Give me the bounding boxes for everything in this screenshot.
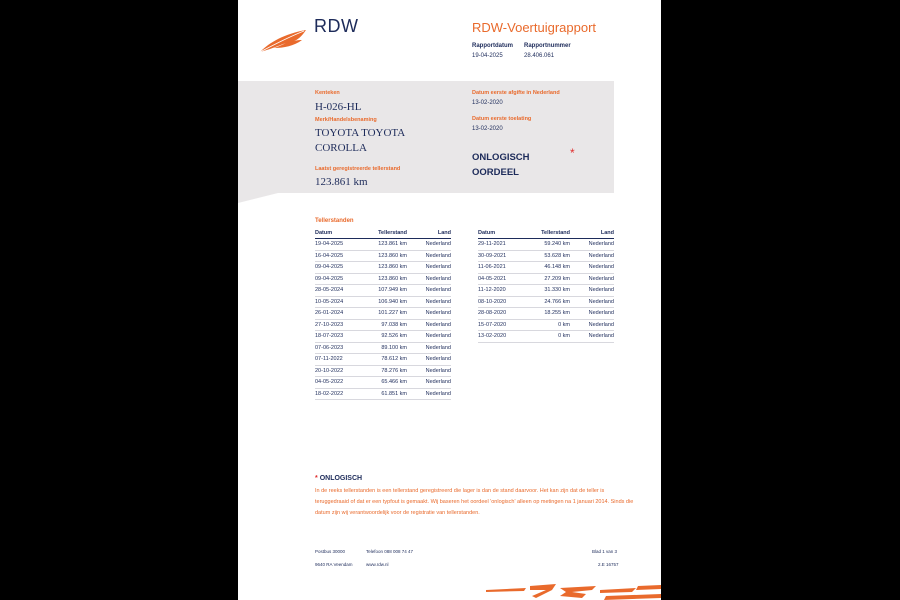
row-land: Nederland <box>407 354 451 366</box>
row-land: Nederland <box>407 342 451 354</box>
vehicle-summary-band <box>238 81 614 193</box>
tellerstand-label: Laatst geregistreerde tellerstand <box>315 166 401 172</box>
row-land: Nederland <box>570 331 614 343</box>
table-row <box>315 239 451 251</box>
report-date: 19-04-2025 <box>472 53 503 59</box>
row-tellerstand: 89.100 km <box>367 342 407 354</box>
tellerstand-value: 123.861 km <box>315 176 368 188</box>
table-row <box>315 273 451 285</box>
table-row <box>315 262 451 274</box>
row-datum: 07-11-2022 <box>315 354 367 366</box>
row-datum: 09-04-2025 <box>315 273 367 285</box>
row-datum: 27-10-2023 <box>315 319 367 331</box>
row-tellerstand: 59.240 km <box>530 239 570 251</box>
odometer-table-left <box>315 228 451 400</box>
row-tellerstand: 65.466 km <box>367 377 407 389</box>
row-tellerstand: 78.276 km <box>367 365 407 377</box>
footer-telefoon: Telefoon 088 008 74 47 <box>366 549 414 554</box>
odometer-table-right <box>478 228 614 343</box>
row-land: Nederland <box>407 365 451 377</box>
row-land: Nederland <box>407 388 451 400</box>
row-tellerstand: 101.227 km <box>367 308 407 320</box>
merk-value-line2: COROLLA <box>315 142 367 154</box>
footer-address: 9640 RA Veendam <box>315 562 353 567</box>
col-header-tellerstand: Tellerstand <box>367 228 407 239</box>
row-land: Nederland <box>407 250 451 262</box>
row-land: Nederland <box>570 296 614 308</box>
row-datum: 20-10-2022 <box>315 365 367 377</box>
note-star: * <box>315 475 318 482</box>
row-land: Nederland <box>407 296 451 308</box>
merk-label: Merk/Handelsbenaming <box>315 117 377 123</box>
note-text: In de reeks tellerstanden is een tellerstand geregistreerd die lager is dan de stand daarvoor. Het kan zijn dat de teller is teruggedraaid of dat er een typfout is gemaakt. Wij baseren het oordeel 'onlogisch' alleen op metingen na 1 januari 2014. Sinds die datum zijn wij verantwoordelijk voor de registratie van tellerstanden. <box>315 488 634 516</box>
col-header-datum: Datum <box>478 228 530 239</box>
toelating-value: 13-02-2020 <box>472 126 503 132</box>
row-land: Nederland <box>407 331 451 343</box>
col-header-land: Land <box>407 228 451 239</box>
row-tellerstand: 24.766 km <box>530 296 570 308</box>
table-row <box>478 239 614 251</box>
row-land: Nederland <box>570 273 614 285</box>
report-date-block <box>472 43 513 59</box>
row-tellerstand: 53.628 km <box>530 250 570 262</box>
table-row <box>478 250 614 262</box>
note-title-text: ONLOGISCH <box>319 475 363 482</box>
row-tellerstand: 78.612 km <box>367 354 407 366</box>
table-row <box>315 342 451 354</box>
col-header-land: Land <box>570 228 614 239</box>
row-tellerstand: 107.949 km <box>367 285 407 297</box>
row-datum: 18-07-2023 <box>315 331 367 343</box>
kenteken-label: Kenteken <box>315 90 340 96</box>
table-row <box>315 354 451 366</box>
report-date-label: Rapportdatum <box>472 43 513 49</box>
row-tellerstand: 0 km <box>530 319 570 331</box>
row-land: Nederland <box>570 308 614 320</box>
verdict-line2: OORDEEL <box>472 167 519 178</box>
table-row <box>315 388 451 400</box>
footer-page: Blad 1 van 3 <box>592 549 618 554</box>
row-land: Nederland <box>570 285 614 297</box>
row-tellerstand: 27.209 km <box>530 273 570 285</box>
brand-name: RDW <box>314 16 359 36</box>
row-land: Nederland <box>570 262 614 274</box>
note-title <box>315 475 362 482</box>
row-tellerstand: 123.860 km <box>367 262 407 274</box>
table-row <box>478 308 614 320</box>
row-tellerstand: 123.860 km <box>367 250 407 262</box>
row-datum: 04-05-2021 <box>478 273 530 285</box>
row-land: Nederland <box>407 239 451 251</box>
row-tellerstand: 97.038 km <box>367 319 407 331</box>
row-tellerstand: 61.851 km <box>367 388 407 400</box>
row-tellerstand: 92.526 km <box>367 331 407 343</box>
col-header-datum: Datum <box>315 228 367 239</box>
row-land: Nederland <box>407 319 451 331</box>
row-datum: 19-04-2025 <box>315 239 367 251</box>
table-row <box>315 285 451 297</box>
table-row <box>315 296 451 308</box>
row-tellerstand: 46.148 km <box>530 262 570 274</box>
row-datum: 29-11-2021 <box>478 239 530 251</box>
band-fold <box>238 193 278 203</box>
report-number-label: Rapportnummer <box>524 43 571 49</box>
merk-value-line1: TOYOTA TOYOTA <box>315 127 406 139</box>
table-row <box>315 250 451 262</box>
row-datum: 15-07-2020 <box>478 319 530 331</box>
row-tellerstand: 123.860 km <box>367 273 407 285</box>
row-tellerstand: 18.255 km <box>530 308 570 320</box>
row-tellerstand: 123.861 km <box>367 239 407 251</box>
table-row <box>315 331 451 343</box>
footer-website[interactable]: www.rdw.nl <box>366 562 389 567</box>
table-row <box>478 273 614 285</box>
footer-code: 2.E 16757 <box>598 562 619 567</box>
row-tellerstand: 0 km <box>530 331 570 343</box>
table-row <box>315 365 451 377</box>
row-datum: 11-06-2021 <box>478 262 530 274</box>
row-datum: 07-06-2023 <box>315 342 367 354</box>
verdict <box>472 150 552 180</box>
footer-postbus: Postbus 30000 <box>315 549 346 554</box>
row-tellerstand: 31.330 km <box>530 285 570 297</box>
row-tellerstand: 106.940 km <box>367 296 407 308</box>
table-row <box>478 262 614 274</box>
toelating-label: Datum eerste toelating <box>472 116 532 122</box>
row-datum: 28-05-2024 <box>315 285 367 297</box>
table-row <box>478 331 614 343</box>
row-datum: 28-08-2020 <box>478 308 530 320</box>
col-header-tellerstand: Tellerstand <box>530 228 570 239</box>
row-datum: 18-02-2022 <box>315 388 367 400</box>
row-land: Nederland <box>407 377 451 389</box>
row-land: Nederland <box>407 262 451 274</box>
row-land: Nederland <box>407 285 451 297</box>
row-datum: 09-04-2025 <box>315 262 367 274</box>
row-datum: 16-04-2025 <box>315 250 367 262</box>
row-land: Nederland <box>570 319 614 331</box>
report-number: 28.406.061 <box>524 53 555 59</box>
rdw-feather-logo-icon <box>258 28 308 54</box>
table-row <box>478 296 614 308</box>
row-datum: 13-02-2020 <box>478 331 530 343</box>
table-row <box>315 377 451 389</box>
report-number-block <box>524 43 571 59</box>
verdict-star: * <box>570 146 575 160</box>
tellerstanden-title: Tellerstanden <box>315 218 354 224</box>
row-datum: 10-05-2024 <box>315 296 367 308</box>
row-land: Nederland <box>570 250 614 262</box>
kenteken-value: H-026-HL <box>315 101 362 113</box>
row-datum: 11-12-2020 <box>478 285 530 297</box>
afgifte-label: Datum eerste afgifte in Nederland <box>472 90 560 96</box>
afgifte-value: 13-02-2020 <box>472 100 503 106</box>
row-datum: 04-05-2022 <box>315 377 367 389</box>
row-land: Nederland <box>407 273 451 285</box>
table-row <box>315 319 451 331</box>
row-land: Nederland <box>570 239 614 251</box>
table-row <box>478 319 614 331</box>
row-land: Nederland <box>407 308 451 320</box>
report-title: RDW-Voertuigrapport <box>472 20 597 35</box>
table-row <box>315 308 451 320</box>
row-datum: 30-09-2021 <box>478 250 530 262</box>
row-datum: 08-10-2020 <box>478 296 530 308</box>
row-datum: 26-01-2024 <box>315 308 367 320</box>
decorative-stripes-icon <box>486 582 661 600</box>
report-page <box>238 0 661 600</box>
verdict-line1: ONLOGISCH <box>472 152 530 163</box>
table-row <box>478 285 614 297</box>
